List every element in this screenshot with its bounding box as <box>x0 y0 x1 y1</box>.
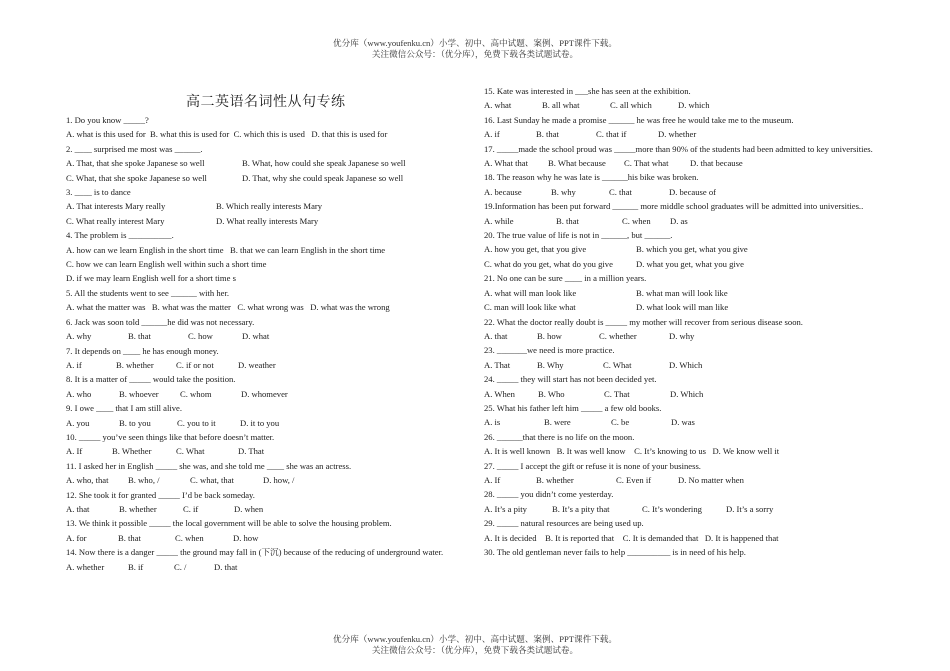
option-a: A. whether <box>66 561 105 572</box>
question-11: 11. I asked her in English _____ she was, and she told me ____ she was an actress. <box>66 460 352 471</box>
option-c: C. when <box>175 532 204 543</box>
option-b: B. all what <box>542 100 580 111</box>
question-23: 23. _______we need is more practice. <box>484 345 615 356</box>
option-c: C. when <box>622 215 651 226</box>
option-d: D. as <box>670 215 688 226</box>
question-22: 22. What the doctor really doubt is _____ my mother will recover from serious disease soon. <box>484 316 803 327</box>
options-17 <box>484 156 884 170</box>
option-c: C. man will look like what <box>484 302 576 313</box>
option-d: D. We know well it <box>712 446 780 457</box>
question-28: 28. _____ you didn’t come yesterday. <box>484 489 614 500</box>
question-7: 7. It depends on ____ he has enough money. <box>66 345 219 356</box>
option-d: D. that this is used for <box>311 129 388 140</box>
options-19 <box>484 214 884 228</box>
question-30: 30. The old gentleman never fails to help __________ is in need of his help. <box>484 547 746 557</box>
option-c: C. Even if <box>616 474 652 485</box>
option-a: A. That <box>484 359 511 370</box>
option-d: D. that <box>214 561 238 572</box>
header-line-2: 关注微信公众号：（优分库），免费下载各类试题试卷。 <box>371 49 579 59</box>
question-12: 12. She took it for granted _____ I’d be back someday. <box>66 489 255 500</box>
question-9: 9. I owe ____ that I am still alive. <box>66 403 182 414</box>
option-d: D. if we may learn English well for a short time s <box>66 273 236 284</box>
option-b: B. to you <box>119 417 151 428</box>
option-b: B. Who <box>538 388 565 399</box>
option-c: C. if or not <box>176 359 214 370</box>
question-21: 21. No one can be sure ____ in a million years. <box>484 273 647 284</box>
question-24: 24. _____ they will start has not been decided yet. <box>484 374 657 385</box>
option-b: B. that <box>536 129 559 140</box>
options-11 <box>66 473 471 487</box>
option-a: A. how can we learn English in the short time <box>66 244 224 255</box>
options-7 <box>66 358 471 372</box>
option-b: B. It is reported that <box>545 532 615 543</box>
option-d: D. how <box>233 532 259 543</box>
options-9 <box>66 416 471 430</box>
option-a: A. It is decided <box>484 532 537 543</box>
options-4 <box>66 243 471 257</box>
options-3b <box>66 214 471 228</box>
question-29: 29. _____ natural resources are being used up. <box>484 518 644 529</box>
options-8 <box>66 387 471 401</box>
options-18 <box>484 185 884 199</box>
option-b: B. were <box>544 417 571 428</box>
option-d: D. It’s a sorry <box>726 503 774 514</box>
option-a: A. is <box>484 417 501 428</box>
question-16: 16. Last Sunday he made a promise ______ he was free he would take me to the museum. <box>484 114 794 125</box>
option-b: B. how <box>537 330 562 341</box>
option-c: C. / <box>174 561 187 572</box>
options-21b <box>484 300 884 314</box>
options-6 <box>66 329 471 343</box>
option-c: C. what wrong was <box>237 302 304 313</box>
option-d: D. weather <box>238 359 276 370</box>
option-b: B. that <box>118 532 141 543</box>
options-29 <box>484 531 884 545</box>
option-b: B. whoever <box>119 388 159 399</box>
option-b: B. that <box>128 331 151 342</box>
option-d: D. whomever <box>241 388 288 399</box>
option-d: D. what was the wrong <box>310 302 390 313</box>
option-a: A. That, that she spoke Japanese so well <box>66 158 205 169</box>
option-b: B. whether <box>119 503 157 514</box>
option-d: D. was <box>671 417 695 428</box>
option-c: C. what do you get, what do you give <box>484 258 613 269</box>
option-c: C. how <box>188 331 213 342</box>
options-2b <box>66 171 471 185</box>
option-a: A. What that <box>484 158 528 169</box>
option-b: B. What, how could she speak Japanese so well <box>242 158 406 169</box>
options-26 <box>484 444 884 458</box>
options-25 <box>484 415 884 429</box>
option-a: A. you <box>66 417 90 428</box>
option-d: D. That <box>238 446 265 457</box>
options-14 <box>66 560 471 574</box>
page-title: 高二英语名词性从句专练 <box>186 94 346 110</box>
option-a: A. why <box>66 331 92 342</box>
options-21 <box>484 286 884 300</box>
option-d: D. No matter when <box>678 474 744 485</box>
option-d: D. What really interests Mary <box>216 215 319 226</box>
options-1 <box>66 127 471 141</box>
header-line-1: 优分库（www.youfenku.cn）小学、初中、高中试题、案例、PPT课件下载。 <box>333 38 617 48</box>
options-22 <box>484 329 884 343</box>
option-c: C. It is demanded that <box>622 532 699 543</box>
option-c: C. be <box>611 417 630 428</box>
option-d: D. it to you <box>240 417 280 428</box>
question-18: 18. The reason why he was late is ______his bike was broken. <box>484 172 699 183</box>
option-a: A. how you get, that you give <box>484 244 587 255</box>
option-a: A. if <box>66 359 82 370</box>
question-13: 13. We think it possible _____ the local government will be able to solve the housing problem. <box>66 518 392 529</box>
option-c: C. how we can learn English well within such a short time <box>66 259 267 270</box>
option-a: A. who, that <box>66 475 109 486</box>
option-a: A. what <box>484 100 512 111</box>
option-d: D. why <box>669 330 695 341</box>
footer-line-1: 优分库（www.youfenku.cn）小学、初中、高中试题、案例、PPT课件下载。 <box>333 634 617 644</box>
option-b: B. whether <box>116 359 154 370</box>
option-c: C. what, that <box>190 475 234 486</box>
options-20b <box>484 257 884 271</box>
options-20 <box>484 242 884 256</box>
option-a: A. It is well known <box>484 446 551 457</box>
options-27 <box>484 473 884 487</box>
question-4: 4. The problem is __________. <box>66 230 174 241</box>
option-d: D. Which <box>669 359 703 370</box>
question-19: 19.Information has been put forward ______ more middle school graduates will be admitted into universities.. <box>484 201 864 212</box>
option-c: C. that <box>609 186 632 197</box>
option-b: B. Whether <box>112 446 152 457</box>
options-13 <box>66 531 471 545</box>
question-2: 2. ____ surprised me most was ______. <box>66 143 203 154</box>
option-a: A. That interests Mary really <box>66 201 166 212</box>
question-14: 14. Now there is a danger _____ the ground may fall in (下沉) because of the reducing of underground water. <box>66 547 444 558</box>
option-c: C. What, that she spoke Japanese so well <box>66 172 207 183</box>
option-d: D. what look will man like <box>636 302 729 313</box>
option-d: D. when <box>234 503 264 514</box>
option-b: B. whether <box>536 474 574 485</box>
option-b: B. Which really interests Mary <box>216 201 323 212</box>
option-c: C. if <box>183 503 199 514</box>
option-a: A. If <box>484 474 501 485</box>
option-c: C. What <box>176 446 205 457</box>
option-b: B. if <box>128 561 144 572</box>
option-d: D. Which <box>670 388 704 399</box>
option-b: B. what was the matter <box>151 302 231 313</box>
option-a: A. what will man look like <box>484 287 577 298</box>
option-c: C. That <box>604 388 630 399</box>
option-b: B. that we can learn English in the short time <box>229 244 386 255</box>
option-c: C. What <box>603 359 632 370</box>
option-a: A. what is this used for <box>66 129 146 140</box>
footer-banner <box>0 634 950 656</box>
option-d: D. what <box>242 331 270 342</box>
option-b: B. It was well know <box>556 446 626 457</box>
option-c: C. that if <box>596 129 627 140</box>
question-27: 27. _____ I accept the gift or refuse it is none of your business. <box>484 460 701 471</box>
question-10: 10. _____ you’ve seen things like that before doesn’t matter. <box>66 431 275 442</box>
options-4c <box>66 271 471 285</box>
question-5: 5. All the students went to see ______ with her. <box>66 287 230 298</box>
option-a: A. who <box>66 388 92 399</box>
option-c: C. What really interest Mary <box>66 215 165 226</box>
question-15: 15. Kate was interested in ___she has seen at the exhibition. <box>484 86 691 96</box>
option-d: D. whether <box>658 129 697 140</box>
question-25: 25. What his father left him _____ a few old books. <box>484 402 662 413</box>
option-d: D. how, / <box>263 475 295 486</box>
option-c: C. It’s knowing to us <box>634 446 707 457</box>
option-a: A. what the matter was <box>66 302 146 313</box>
question-8: 8. It is a matter of _____ would take the position. <box>66 374 236 385</box>
option-c: C. That what <box>624 158 669 169</box>
options-5 <box>66 300 471 314</box>
option-b: B. Why <box>537 359 564 370</box>
option-b: B. why <box>551 186 576 197</box>
options-2 <box>66 156 471 170</box>
option-a: A. that <box>484 330 508 341</box>
option-a: A. It’s a pity <box>484 503 527 514</box>
option-b: B. which you get, what you give <box>636 244 748 255</box>
option-a: A. If <box>66 446 83 457</box>
option-a: A. if <box>484 129 500 140</box>
right-column <box>484 84 884 559</box>
option-c: C. whom <box>180 388 212 399</box>
option-c: C. you to it <box>177 417 216 428</box>
option-c: C. It’s wondering <box>642 503 702 514</box>
option-b: B. what this is used for <box>150 129 230 140</box>
header-banner <box>0 38 950 60</box>
option-d: D. That, why she could speak Japanese so well <box>242 172 404 183</box>
option-a: A. because <box>484 186 522 197</box>
question-1: 1. Do you know _____? <box>66 115 149 125</box>
question-17: 17. _____made the school proud was _____more than 90% of the students had been admitted to key universities. <box>484 143 873 154</box>
option-b: B. What because <box>548 158 606 169</box>
option-b: B. that <box>556 215 579 226</box>
option-b: B. who, / <box>128 475 160 486</box>
option-d: D. which <box>678 100 710 111</box>
option-a: A. When <box>484 388 515 399</box>
question-26: 26. ______that there is no life on the moon. <box>484 431 635 442</box>
option-c: C. all which <box>610 100 652 111</box>
option-b: B. It’s a pity that <box>552 503 610 514</box>
question-6: 6. Jack was soon told ______he did was not necessary. <box>66 316 255 327</box>
option-d: D. that because <box>690 158 743 169</box>
option-a: A. that <box>66 503 90 514</box>
options-4b <box>66 257 471 271</box>
options-23 <box>484 358 884 372</box>
option-d: D. because of <box>669 186 717 197</box>
option-b: B. what man will look like <box>636 287 728 298</box>
options-12 <box>66 502 471 516</box>
options-10 <box>66 444 471 458</box>
question-3: 3. ____ is to dance <box>66 187 131 198</box>
option-d: D. what you get, what you give <box>636 258 744 269</box>
options-3 <box>66 199 471 213</box>
option-a: A. while <box>484 215 514 226</box>
option-c: C. whether <box>599 330 637 341</box>
option-d: D. It is happened that <box>704 532 779 543</box>
option-c: C. which this is used <box>233 129 305 140</box>
footer-line-2: 关注微信公众号：（优分库），免费下载各类试题试卷。 <box>371 645 579 655</box>
options-15 <box>484 98 884 112</box>
options-24 <box>484 387 884 401</box>
options-16 <box>484 127 884 141</box>
option-a: A. for <box>66 532 87 543</box>
question-20: 20. The true value of life is not in ______, but ______. <box>484 230 673 241</box>
options-28 <box>484 502 884 516</box>
left-column <box>66 113 471 574</box>
